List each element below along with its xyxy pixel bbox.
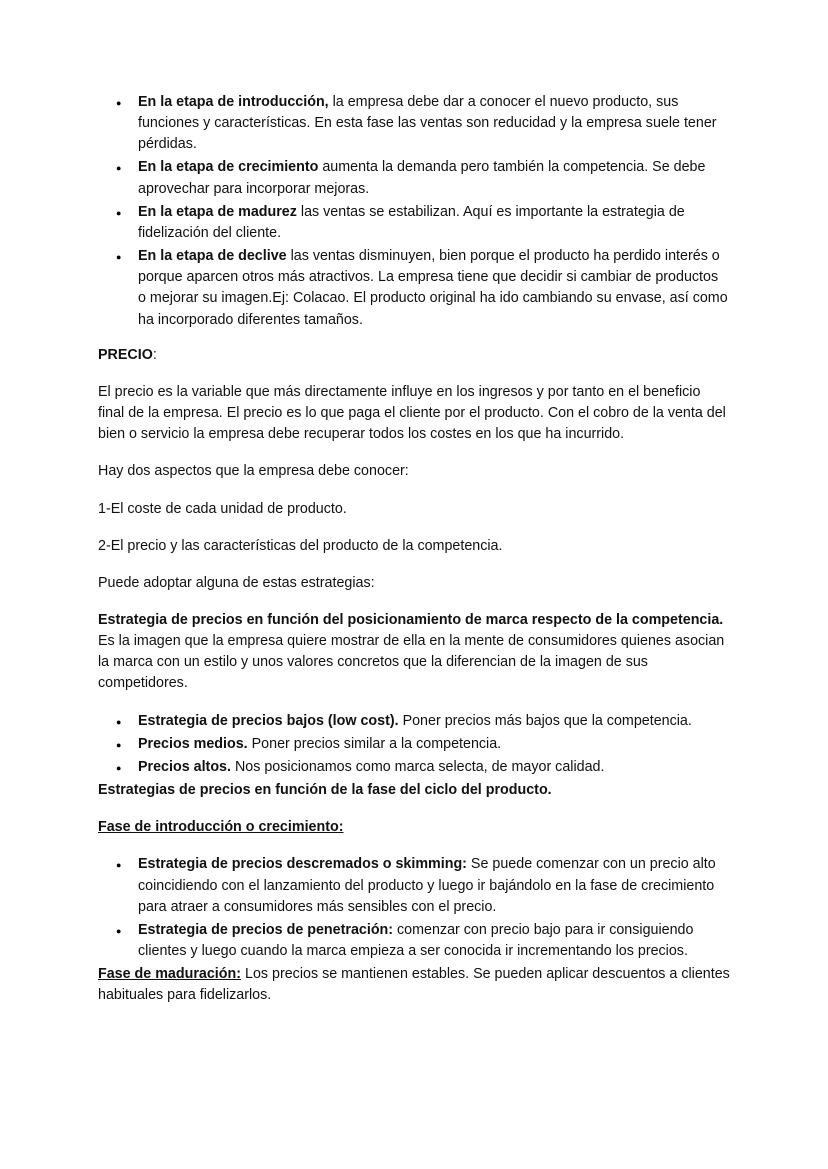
list-item-text: Poner precios similar a la competencia. (247, 735, 502, 752)
estrategias-precio-list (98, 711, 730, 778)
document-body (98, 92, 730, 1006)
list-item-lead: En la etapa de crecimiento (138, 159, 319, 176)
list-item (98, 246, 730, 331)
list-item (98, 757, 730, 778)
list-item-text: Nos posicionamos como marca selecta, de mayor calidad. (230, 758, 605, 775)
aspecto-1-paragraph: 1-El coste de cada unidad de producto. (98, 500, 347, 517)
list-item-text: Se puede comenzar con un precio alto coincidiendo con el lanzamiento del producto y luego ir bajándolo en la fase de crecimiento para atraer a consumidores más sensibles con el precio. (138, 856, 716, 915)
precio-heading (98, 345, 730, 366)
fase-introduccion-heading-lead: Fase de introducción o crecimiento: (98, 819, 344, 836)
estrategias-intro-paragraph: Puede adoptar alguna de estas estrategias: (98, 574, 375, 591)
dos-aspectos-paragraph: Hay dos aspectos que la empresa debe conocer: (98, 463, 409, 480)
estrategia-posicionamiento-lead: Estrategia de precios en función del posicionamiento de marca respecto de la competencia. (98, 611, 724, 628)
product-lifecycle-stages-list (98, 92, 730, 331)
list-item (98, 854, 730, 917)
list-item-text: comenzar con precio bajo para ir consiguiendo clientes y luego cuando la marca empieza a ser conocida ir incrementando los precios. (138, 921, 694, 959)
list-item-lead: En la etapa de madurez (138, 203, 297, 220)
list-item (98, 734, 730, 755)
list-item (98, 920, 730, 962)
list-item (98, 202, 730, 244)
estrategias-ciclo-heading (98, 780, 730, 801)
list-item-text: aumenta la demanda pero también la competencia. Se debe aprovechar para incorporar mejoras. (138, 159, 706, 197)
list-item-text: Poner precios más bajos que la competencia. (398, 712, 692, 729)
list-item-lead: Precios medios. (138, 735, 248, 752)
list-item-lead: Precios altos. (138, 758, 231, 775)
estrategias-fase-introduccion-list (98, 854, 730, 962)
fase-maduracion-text: Los precios se mantienen estables. Se pueden aplicar descuentos a clientes habituales para fidelizarlos. (98, 966, 730, 1004)
list-item-text: las ventas se estabilizan. Aquí es importante la estrategia de fidelización del cliente. (138, 203, 685, 241)
aspecto-2-paragraph: 2-El precio y las características del producto de la competencia. (98, 537, 503, 554)
list-item (98, 92, 730, 155)
fase-introduccion-heading (98, 817, 730, 838)
list-item-lead: Estrategia de precios de penetración: (138, 921, 394, 938)
list-item-lead: Estrategia de precios descremados o skimming: (138, 856, 467, 873)
spacer (98, 333, 730, 345)
precio-heading-text: : (152, 346, 157, 363)
list-item (98, 157, 730, 199)
precio-heading-lead: PRECIO (98, 346, 153, 363)
estrategia-posicionamiento-paragraph (98, 610, 730, 695)
precio-intro-paragraph: El precio es la variable que más directamente influye en los ingresos y por tanto en el beneficio final de la empresa. El precio es lo que paga el cliente por el producto. Con el cobro de la venta del bien o servicio la empresa debe recuperar todos los costes en los que ha incurrido. (98, 383, 726, 443)
list-item-text: las ventas disminuyen, bien porque el producto ha perdido interés o porque aparcen otros más atractivos. La empresa tiene que decidir si cambiar de productos o mejorar su imagen.Ej: Colacao. El producto original ha ido cambiando su envase, así como ha incorporado diferentes tamaños. (138, 248, 728, 328)
fase-maduracion-lead: Fase de maduración: (98, 966, 242, 983)
estrategia-posicionamiento-text: Es la imagen que la empresa quiere mostrar de ella en la mente de consumidores quienes asocian la marca con un estilo y unos valores concretos que la diferencian de la imagen de sus competidores. (98, 633, 725, 692)
list-item-lead: En la etapa de declive (138, 248, 287, 265)
list-item-text: la empresa debe dar a conocer el nuevo producto, sus funciones y características. En esta fase las ventas son reducidad y la empresa suele tener pérdidas. (138, 94, 717, 153)
list-item-lead: Estrategia de precios bajos (low cost). (138, 712, 399, 729)
list-item (98, 711, 730, 732)
fase-maduracion-paragraph (98, 964, 730, 1006)
estrategias-ciclo-heading-lead: Estrategias de precios en función de la fase del ciclo del producto. (98, 782, 552, 799)
list-item-lead: En la etapa de introducción, (138, 94, 329, 110)
